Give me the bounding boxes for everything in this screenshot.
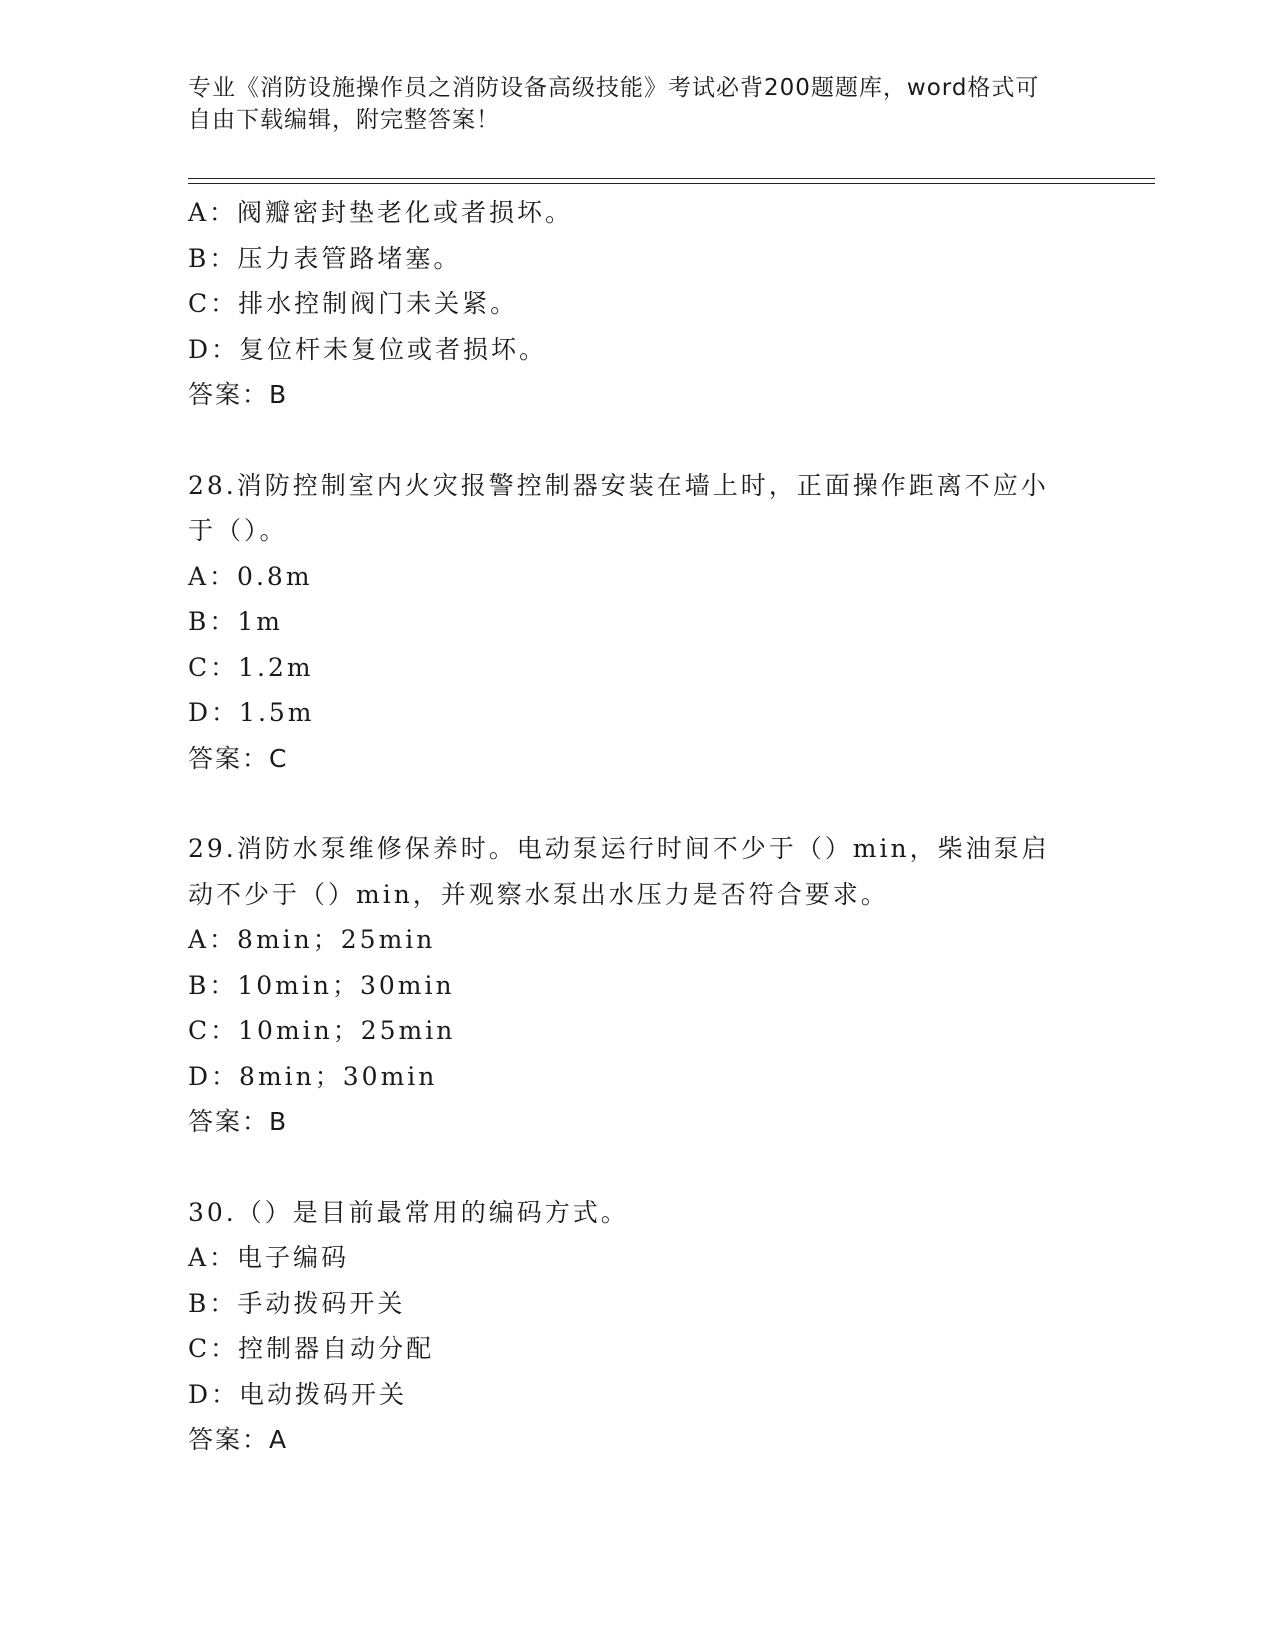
answer: 答案：B xyxy=(188,1107,289,1136)
option-b: B：1m xyxy=(188,607,283,636)
question-text-cont: 于（）。 xyxy=(188,516,288,545)
option-b: B：10min；30min xyxy=(188,970,455,1000)
header-line-2: 自由下载编辑，附完整答案！ xyxy=(188,107,500,133)
answer: 答案：C xyxy=(188,743,289,773)
option-a: A：电子编码 xyxy=(188,1243,350,1272)
option-a: A：阀瓣密封垫老化或者损坏。 xyxy=(188,198,574,227)
option-d: D：8min；30min xyxy=(188,1061,438,1091)
option-c: C：10min；25min xyxy=(188,1016,456,1045)
option-b: B：压力表管路堵塞。 xyxy=(188,243,462,273)
option-c: C：控制器自动分配 xyxy=(188,1334,435,1363)
question-text: 29.消防水泵维修保养时。电动泵运行时间不少于（）min，柴油泵启 xyxy=(188,834,1050,863)
option-d: D：复位杆未复位或者损坏。 xyxy=(188,334,548,364)
question-text-cont: 动不少于（）min，并观察水泵出水压力是否符合要求。 xyxy=(188,879,889,909)
answer: 答案：B xyxy=(188,380,289,409)
option-d: D：电动拨码开关 xyxy=(188,1379,408,1409)
header-line-1: 专业《消防设施操作员之消防设备高级技能》考试必背200题题库，word格式可 xyxy=(188,75,1040,101)
option-a: A：8min；25min xyxy=(188,925,436,954)
option-d: D：1.5m xyxy=(188,698,315,727)
question-list xyxy=(188,190,1088,1463)
question-29 xyxy=(188,826,1088,1145)
question-text: 30.（）是目前最常用的编码方式。 xyxy=(188,1197,629,1227)
header-divider-bottom xyxy=(188,183,1155,184)
question-30 xyxy=(188,1190,1088,1463)
question-text: 28.消防控制室内火灾报警控制器安装在墙上时，正面操作距离不应小 xyxy=(188,470,1049,500)
document-header xyxy=(188,72,1088,136)
option-c: C：1.2m xyxy=(188,652,314,682)
option-b: B：手动拨码开关 xyxy=(188,1288,406,1318)
question-28 xyxy=(188,463,1088,782)
question-27 xyxy=(188,190,1088,418)
answer: 答案：A xyxy=(188,1425,289,1454)
option-c: C：排水控制阀门未关紧。 xyxy=(188,289,519,318)
option-a: A：0.8m xyxy=(188,561,313,591)
header-divider-top xyxy=(188,178,1155,179)
